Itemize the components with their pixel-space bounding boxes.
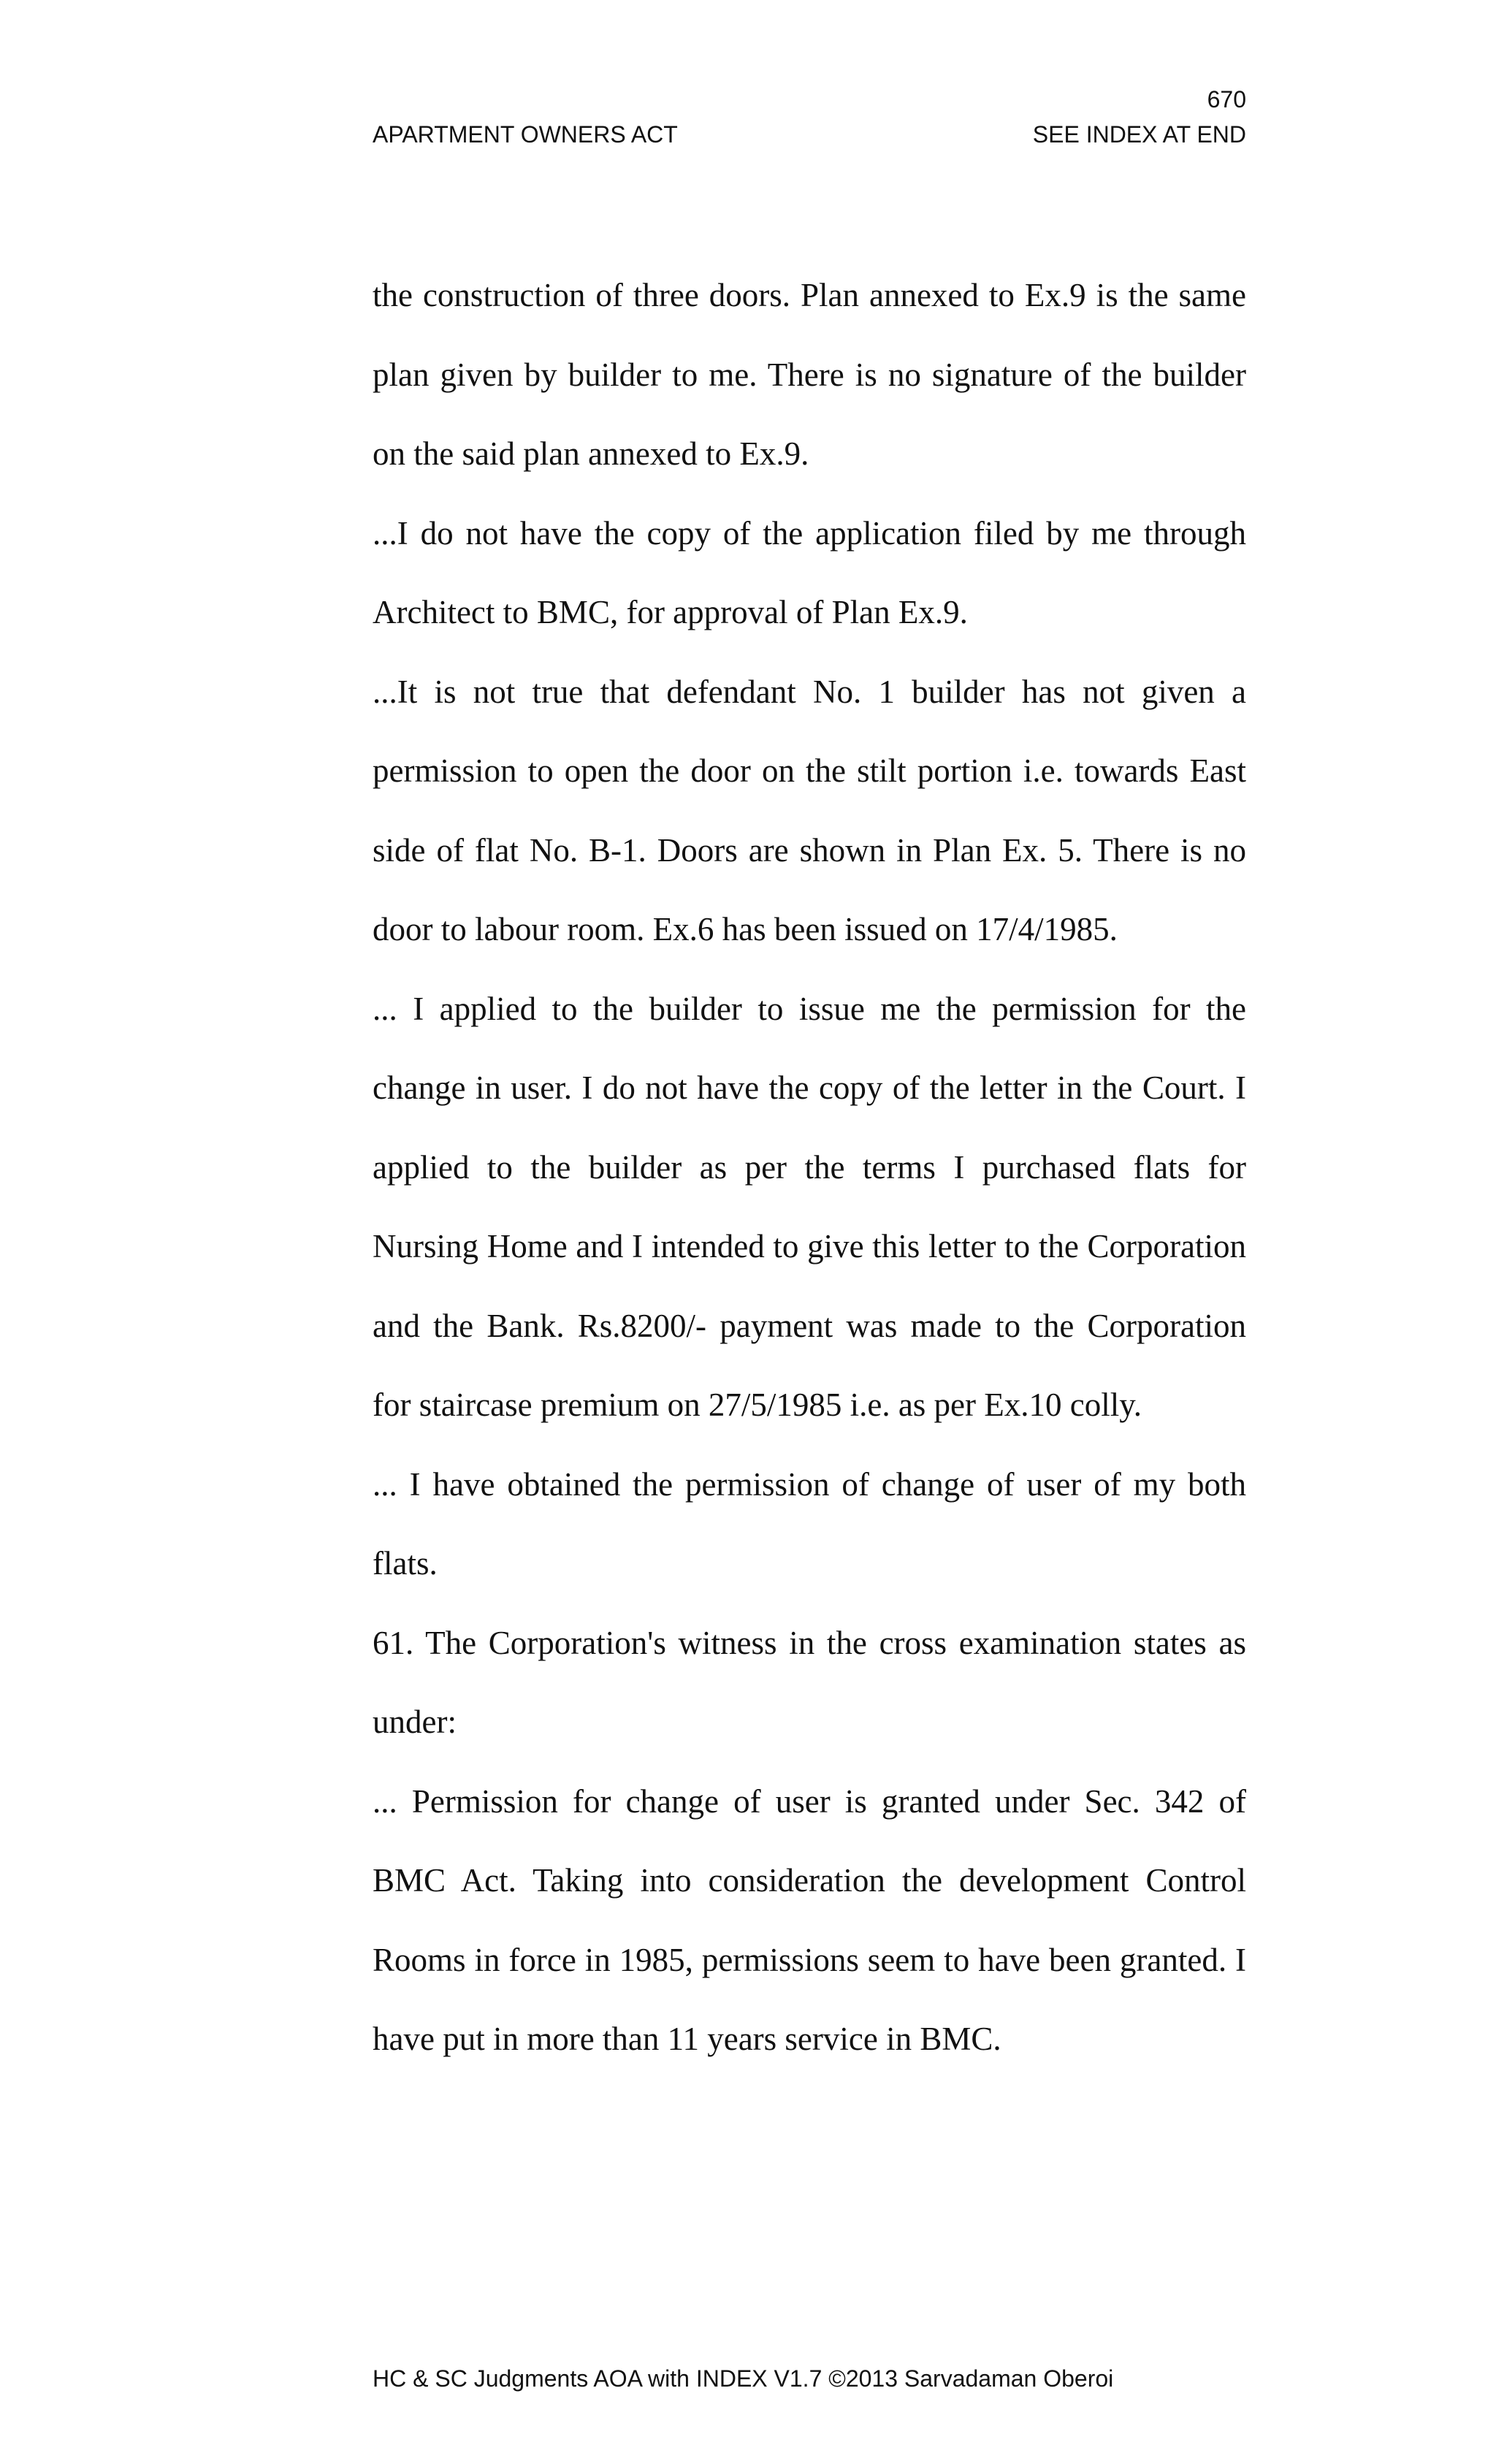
paragraph-2: ...I do not have the copy of the application filed by me through Architect to BMC, for approval of Plan Ex.9. [373, 514, 1246, 630]
paragraph-3: ...It is not true that defendant No. 1 builder has not given a permission to open the door on the stilt portion i.e. towards East side of flat No. B-1. Doors are shown in Plan Ex. 5. There is no door to labour room. Ex.6 has been issued on 17/4/1985. [373, 673, 1246, 947]
running-header-title: APARTMENT OWNERS ACT [373, 121, 678, 148]
page-footer: HC & SC Judgments AOA with INDEX V1.7 ©2013 Sarvadaman Oberoi [373, 2365, 1114, 2392]
judgment-body [373, 256, 1246, 2079]
running-header-index-note: SEE INDEX AT END [1032, 121, 1246, 148]
paragraph-7: ... Permission for change of user is granted under Sec. 342 of BMC Act. Taking into consideration the development Control Rooms in force in 1985, permissions seem to have been granted. I have put in more than 11 years service in BMC. [373, 1782, 1246, 2057]
paragraph-6: 61. The Corporation's witness in the cross examination states as under: [373, 1624, 1246, 1740]
page-number: 670 [1207, 86, 1246, 112]
paragraph-5: ... I have obtained the permission of change of user of my both flats. [373, 1465, 1246, 1582]
paragraph-4: ... I applied to the builder to issue me the permission for the change in user. I do not have the copy of the letter in the Court. I applied to the builder as per the terms I purchased flats for Nursing Home and I intended to give this letter to the Corporation and the Bank. Rs.8200/- payment was made to the Corporation for staircase premium on 27/5/1985 i.e. as per Ex.10 colly. [373, 990, 1246, 1423]
paragraph-1: the construction of three doors. Plan annexed to Ex.9 is the same plan given by builder to me. There is no signature of the builder on the said plan annexed to Ex.9. [373, 277, 1246, 472]
